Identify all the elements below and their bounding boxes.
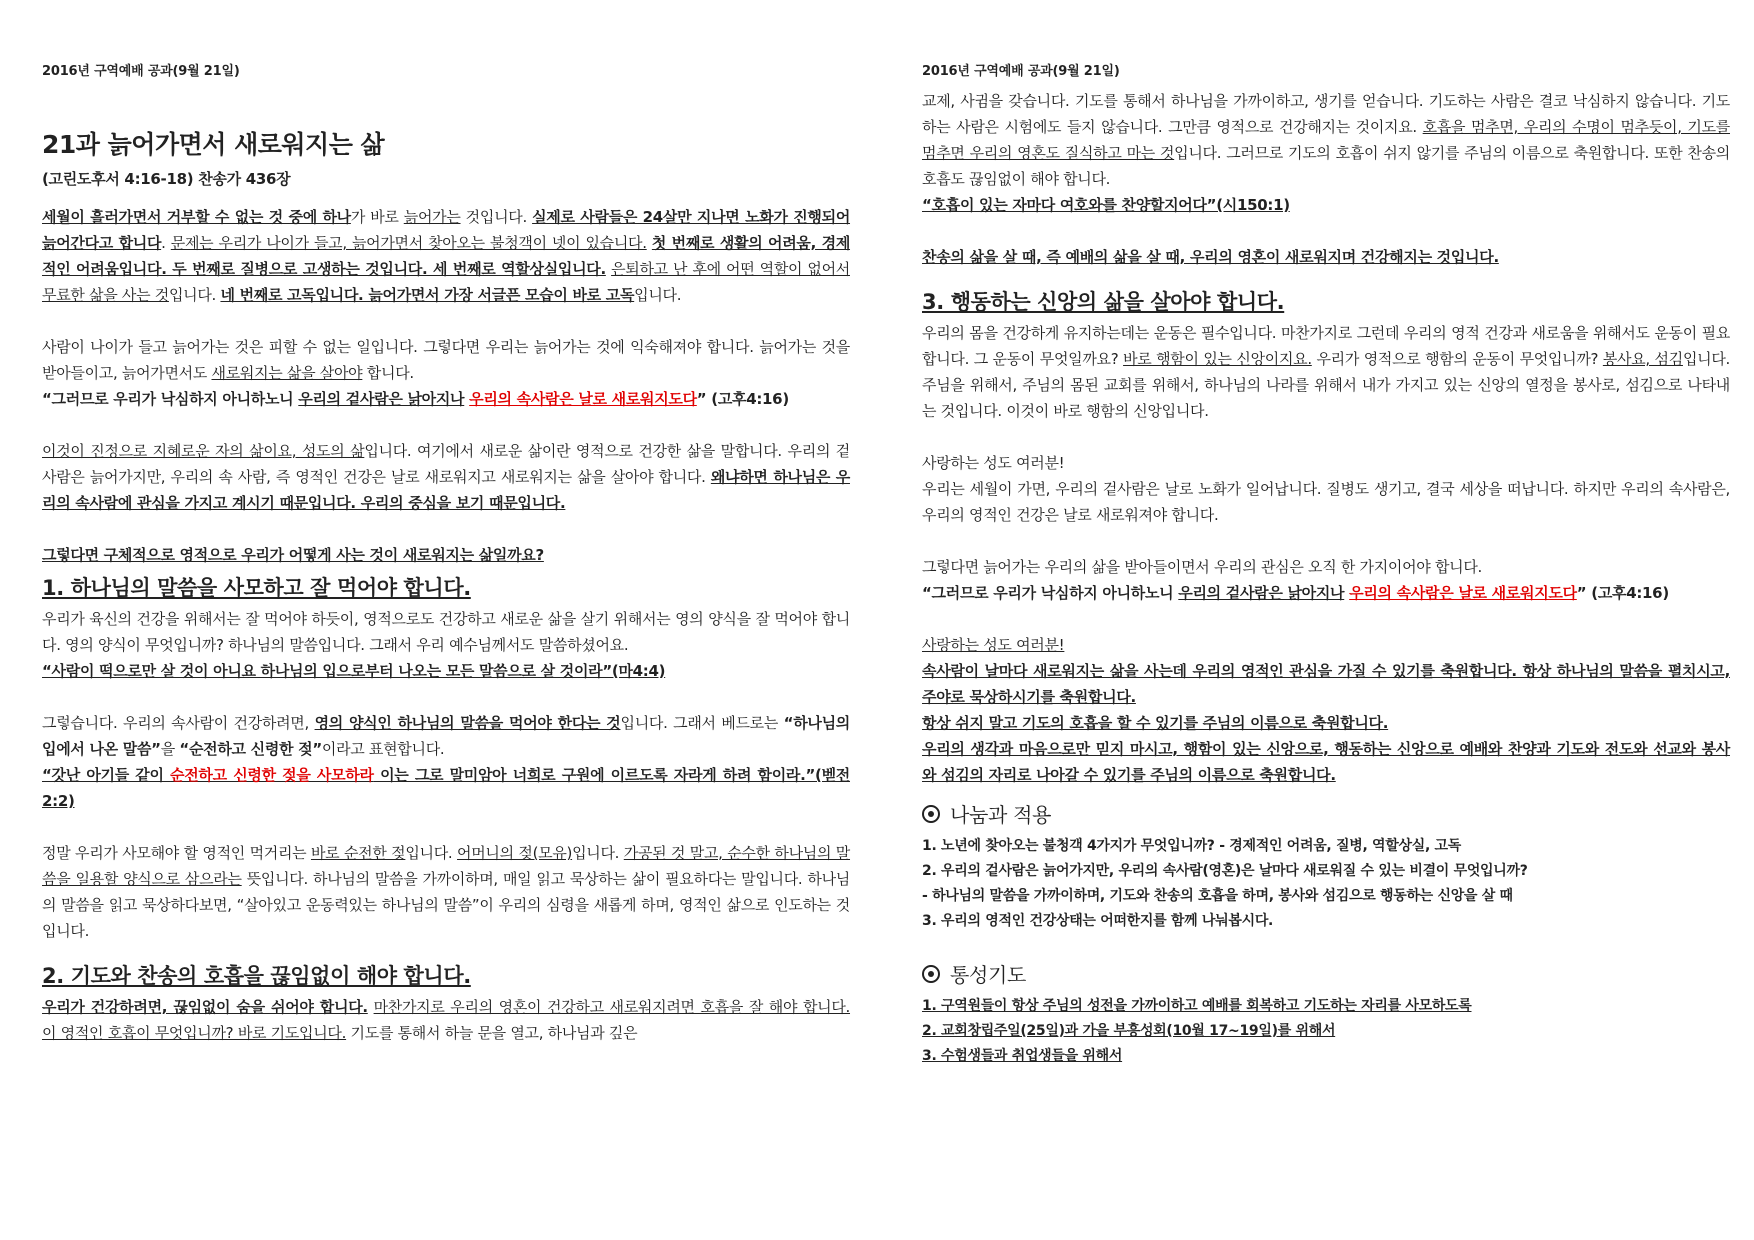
sharing-heading: 나눔과 적용 (922, 800, 1730, 830)
aging-outer-paragraph: 우리는 세월이 가면, 우리의 겉사람은 날로 노화가 일어납니다. 질병도 생기고, 결국 세상을 떠납니다. 하지만 우리의 속사람은, 우리의 영적인 건강은 날로 새로워져야 합니다. (922, 480, 1730, 524)
list-item: 1. 노년에 찾아오는 불청객 4가지가 무엇입니까? - 경제적인 어려움, 질병, 역할상실, 고독 (922, 838, 1461, 854)
prayer-paragraph: 교제, 사귐을 갖습니다. 기도를 통해서 하나님을 가까이하고, 생기를 얻습니다. 기도하는 사람은 결코 낙심하지 않습니다. 기도하는 사람은 시험에도 들지 않습니다. 그만큼 영적으로 건강해지는 것이지요. 호흡을 멈추면, 우리의 수명이 멈추듯이, 기도를 멈추면 우리의 영혼도 질식하고 마는 것입니다. 그러므로 기도의 호흡이 쉬지 않기를 주님의 이름으로 축원합니다. 또한 찬송의 호흡도 끊임없이 해야 합니다. (922, 92, 1730, 188)
scripture-reference: (고린도후서 4:16-18) 찬송가 436장 (42, 170, 291, 188)
list-item: 2. 교회창립주일(25일)과 가을 부흥성회(10월 17~19일)를 위해서 (922, 1023, 1336, 1039)
blessing-3: 우리의 생각과 마음으로만 믿지 마시고, 행함이 있는 신앙으로, 행동하는 신앙으로 예배와 찬양과 기도와 전도와 선교와 봉사와 섬김의 자리로 나아갈 수 있기를 주님의 이름으로 축원합니다. (922, 740, 1730, 784)
scripture-quote-psalm: “호흡이 있는 자마다 여호와를 찬양할지어다”(시150:1) (922, 196, 1290, 214)
pure-milk-paragraph: 정말 우리가 사모해야 할 영적인 먹거리는 바로 순전한 젖입니다. 어머니의 젖(모유)입니다. 가공된 것 말고, 순수한 하나님의 말씀을 일용할 양식으로 삼으라는 뜻입니다. 하나님의 말씀을 가까이하며, 매일 읽고 묵상하는 삶이 필요하다는 말입니다. 하나님의 말씀을 읽고 묵상하다보면, “살아있고 운동력있는 하나님의 말씀”이 우리의 심령을 새롭게 하며, 영적인 삶으로 인도하는 것입니다. (42, 844, 851, 940)
greeting: 사랑하는 성도 여러분! (922, 454, 1065, 472)
scripture-quote-peter: “갓난 아기들 같이 순전하고 신령한 젖을 사모하라 이는 그로 말미암아 너희로 구원에 이르도록 자라게 하려 함이라.”(벧전2:2) (42, 766, 850, 810)
section-1-paragraph: 우리가 육신의 건강을 위해서는 잘 먹어야 하듯이, 영적으로도 건강하고 새로운 삶을 살기 위해서는 영의 양식을 잘 먹어야 합니다. 영의 양식이 무엇입니까? 하나님의 말씀입니다. 그래서 우리 예수님께서도 말씀하셨어요. (42, 610, 850, 654)
bullseye-icon (922, 805, 940, 823)
left-column (42, 124, 850, 1046)
section-3-paragraph: 우리의 몸을 건강하게 유지하는데는 운동은 필수입니다. 마찬가지로 그런데 우리의 영적 건강과 새로움을 위해서도 운동이 필요합니다. 그 운동이 무엇일까요? 바로 행함이 있는 신앙이지요. 우리가 영적으로 행함의 운동이 무엇입니까? 봉사요, 섬김입니다. 주님을 위해서, 주님의 몸된 교회를 위해서, 하나님의 나라를 위해서 내가 가지고 있는 신앙의 열정을 봉사로, 섬김으로 나타내는 것입니다. 이것이 바로 행함의 신앙입니다. (922, 324, 1730, 420)
scripture-quote-matthew: “사람이 떡으로만 살 것이 아니요 하나님의 입으로부터 나오는 모든 말씀으로 살 것이라”(마4:4) (42, 662, 666, 680)
right-column (922, 88, 1730, 1069)
left-page (42, 0, 850, 1240)
blessing-1: 속사람이 날마다 새로워지는 삶을 사는데 우리의 영적인 관심을 가질 수 있기를 축원합니다. 항상 하나님의 말씀을 펼치시고, 주야로 묵상하시기를 축원합니다. (922, 662, 1730, 706)
list-item: - 하나님의 말씀을 가까이하며, 기도와 찬송의 호흡을 하며, 봉사와 섬김으로 행동하는 신앙을 살 때 (922, 888, 1513, 904)
peter-paragraph: 그렇습니다. 우리의 속사람이 건강하려면, 영의 양식인 하나님의 말씀을 먹어야 한다는 것입니다. 그래서 베드로는 “하나님의 입에서 나온 말씀”을 “순전하고 신령한 젖”이라고 표현합니다. (42, 714, 850, 758)
prayer-heading: 통성기도 (922, 960, 1730, 990)
one-concern-paragraph: 그렇다면 늙어가는 우리의 삶을 받아들이면서 우리의 관심은 오직 한 가지이어야 합니다. (922, 558, 1482, 576)
scripture-quote-2cor: “그러므로 우리가 낙심하지 아니하노니 우리의 겉사람은 낡아지나 우리의 속사람은 날로 새로워지도다” (고후4:16) (42, 390, 789, 408)
section-2-paragraph: 우리가 건강하려면, 끊임없이 숨을 쉬어야 합니다. 마찬가지로 우리의 영혼이 건강하고 새로워지려면 호흡을 잘 해야 합니다. 이 영적인 호흡이 무엇입니까? 바로 기도입니다. 기도를 통해서 하늘 문을 열고, 하나님과 깊은 (42, 998, 851, 1042)
lesson-title: 21과 늙어가면서 새로워지는 삶 (42, 130, 385, 159)
wisdom-paragraph: 이것이 진정으로 지혜로운 자의 삶이요, 성도의 삶입니다. 여기에서 새로운 삶이란 영적으로 건강한 삶을 말합니다. 우리의 겉 사람은 늙어가지만, 우리의 속 사람, 즉 영적인 건강은 날로 새로워지고 새로워지는 삶을 살아야 합니다. 왜냐하면 하나님은 우리의 속사람에 관심을 가지고 계시기 때문입니다. 우리의 중심을 보기 때문입니다. (42, 442, 850, 512)
section-2-heading: 2. 기도와 찬송의 호흡을 끊임없이 해야 합니다. (42, 964, 471, 988)
blessing-2: 항상 쉬지 말고 기도의 호흡을 할 수 있기를 주님의 이름으로 축원합니다. (922, 714, 1389, 732)
worship-statement: 찬송의 삶을 살 때, 즉 예배의 삶을 살 때, 우리의 영혼이 새로워지며 건강해지는 것입니다. (922, 248, 1499, 266)
list-item: 1. 구역원들이 항상 주님의 성전을 가까이하고 예배를 회복하고 기도하는 자리를 사모하도록 (922, 998, 1472, 1014)
right-page (922, 0, 1730, 1240)
section-1-heading: 1. 하나님의 말씀을 사모하고 잘 먹어야 합니다. (42, 576, 471, 600)
bullseye-icon (922, 965, 940, 983)
list-item: 3. 수험생들과 취업생들을 위해서 (922, 1048, 1123, 1064)
aging-paragraph: 사람이 나이가 들고 늙어가는 것은 피할 수 없는 일입니다. 그렇다면 우리는 늙어가는 것에 익숙해져야 합니다. 늙어가는 것을 받아들이고, 늙어가면서도 새로워지는 삶을 살아야 합니다. (42, 338, 850, 382)
left-page-header: 2016년 구역예배 공과(9월 21일) (42, 64, 240, 79)
list-item: 3. 우리의 영적인 건강상태는 어떠한지를 함께 나눠봅시다. (922, 913, 1274, 929)
greeting-2: 사랑하는 성도 여러분! (922, 636, 1065, 654)
list-item: 2. 우리의 겉사람은 늙어가지만, 우리의 속사람(영혼)은 날마다 새로워질 수 있는 비결이 무엇입니까? (922, 863, 1528, 879)
intro-paragraph: 세월이 흘러가면서 거부할 수 없는 것 중에 하나가 바로 늙어가는 것입니다. 실제로 사람들은 24살만 지나면 노화가 진행되어 늙어간다고 합니다. 문제는 우리가 나이가 들고, 늙어가면서 찾아오는 불청객이 넷이 있습니다. 첫 번째로 생활의 어려움, 경제적인 어려움입니다. 두 번째로 질병으로 고생하는 것입니다. 세 번째로 역할상실입니다. 은퇴하고 난 후에 어떤 역할이 없어서 무료한 삶을 사는 것입니다. 네 번째로 고독입니다. 늙어가면서 가장 서글픈 모습이 바로 고독입니다. (42, 208, 851, 304)
section-3-heading: 3. 행동하는 신앙의 삶을 살아야 합니다. (922, 290, 1285, 314)
scripture-quote-2cor-repeat: “그러므로 우리가 낙심하지 아니하노니 우리의 겉사람은 낡아지나 우리의 속사람은 날로 새로워지도다” (고후4:16) (922, 584, 1669, 602)
question-heading: 그렇다면 구체적으로 영적으로 우리가 어떻게 사는 것이 새로워지는 삶일까요? (42, 546, 544, 564)
right-page-header: 2016년 구역예배 공과(9월 21일) (922, 64, 1120, 79)
sharing-list (922, 834, 1730, 934)
prayer-list (922, 994, 1730, 1069)
